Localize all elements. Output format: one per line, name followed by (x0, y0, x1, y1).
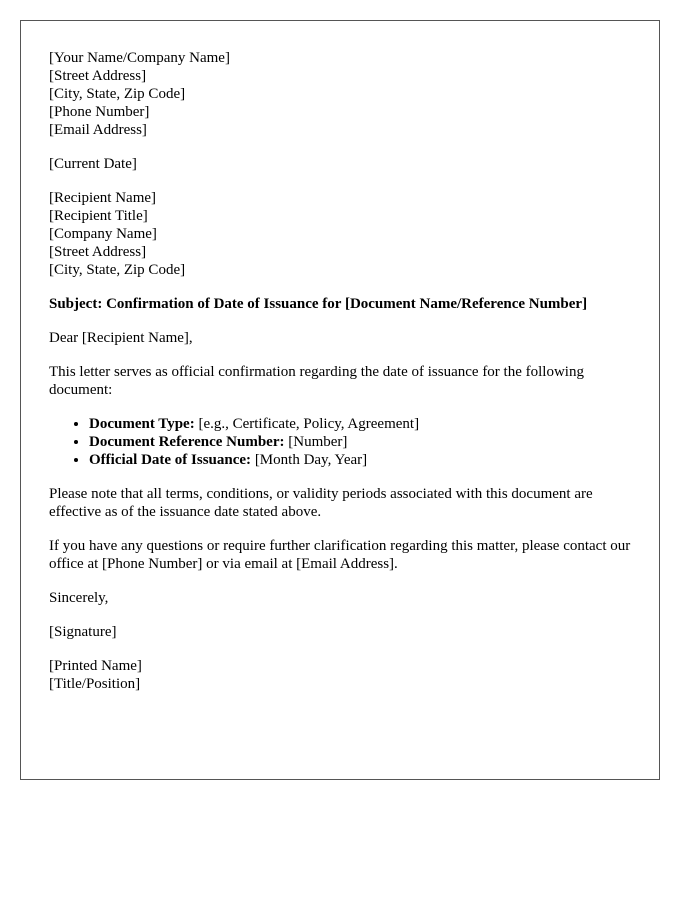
sender-address-block (49, 49, 631, 139)
detail-reference-number (89, 433, 631, 451)
subject-line: Subject: Confirmation of Date of Issuance for [Document Name/Reference Number] (49, 296, 588, 312)
recipient-company: [Company Name] (49, 226, 157, 242)
signoff-block (49, 657, 631, 693)
sender-email: [Email Address] (49, 122, 147, 138)
recipient-name: [Recipient Name] (49, 190, 157, 206)
sender-street: [Street Address] (49, 68, 147, 84)
note-paragraph: Please note that all terms, conditions, or validity periods associated with this document are effective as of the issuance date stated above. (49, 486, 593, 520)
contact-paragraph: If you have any questions or require further clarification regarding this matter, please contact our office at [Phone Number] or via email at [Email Address]. (49, 538, 631, 572)
sender-phone: [Phone Number] (49, 104, 150, 120)
detail-document-type (89, 415, 631, 433)
intro-paragraph: This letter serves as official confirmation regarding the date of issuance for the following document: (49, 364, 584, 398)
document-details-list (49, 415, 631, 469)
detail-label: Official Date of Issuance: (89, 452, 252, 468)
sender-name: [Your Name/Company Name] (49, 50, 230, 66)
recipient-city-state-zip: [City, State, Zip Code] (49, 262, 186, 278)
detail-label: Document Type: (89, 416, 195, 432)
sender-city-state-zip: [City, State, Zip Code] (49, 86, 186, 102)
recipient-street: [Street Address] (49, 244, 147, 260)
signature-placeholder: [Signature] (49, 624, 117, 640)
detail-value: [Month Day, Year] (251, 452, 368, 468)
detail-issuance-date (89, 451, 631, 469)
letter-document (20, 20, 660, 780)
recipient-title: [Recipient Title] (49, 208, 148, 224)
detail-label: Document Reference Number: (89, 434, 285, 450)
detail-value: [e.g., Certificate, Policy, Agreement] (194, 416, 420, 432)
letter-date: [Current Date] (49, 156, 137, 172)
signoff-title: [Title/Position] (49, 676, 141, 692)
detail-value: [Number] (284, 434, 348, 450)
closing: Sincerely, (49, 590, 109, 606)
recipient-address-block (49, 189, 631, 279)
salutation: Dear [Recipient Name], (49, 330, 193, 346)
printed-name: [Printed Name] (49, 658, 142, 674)
